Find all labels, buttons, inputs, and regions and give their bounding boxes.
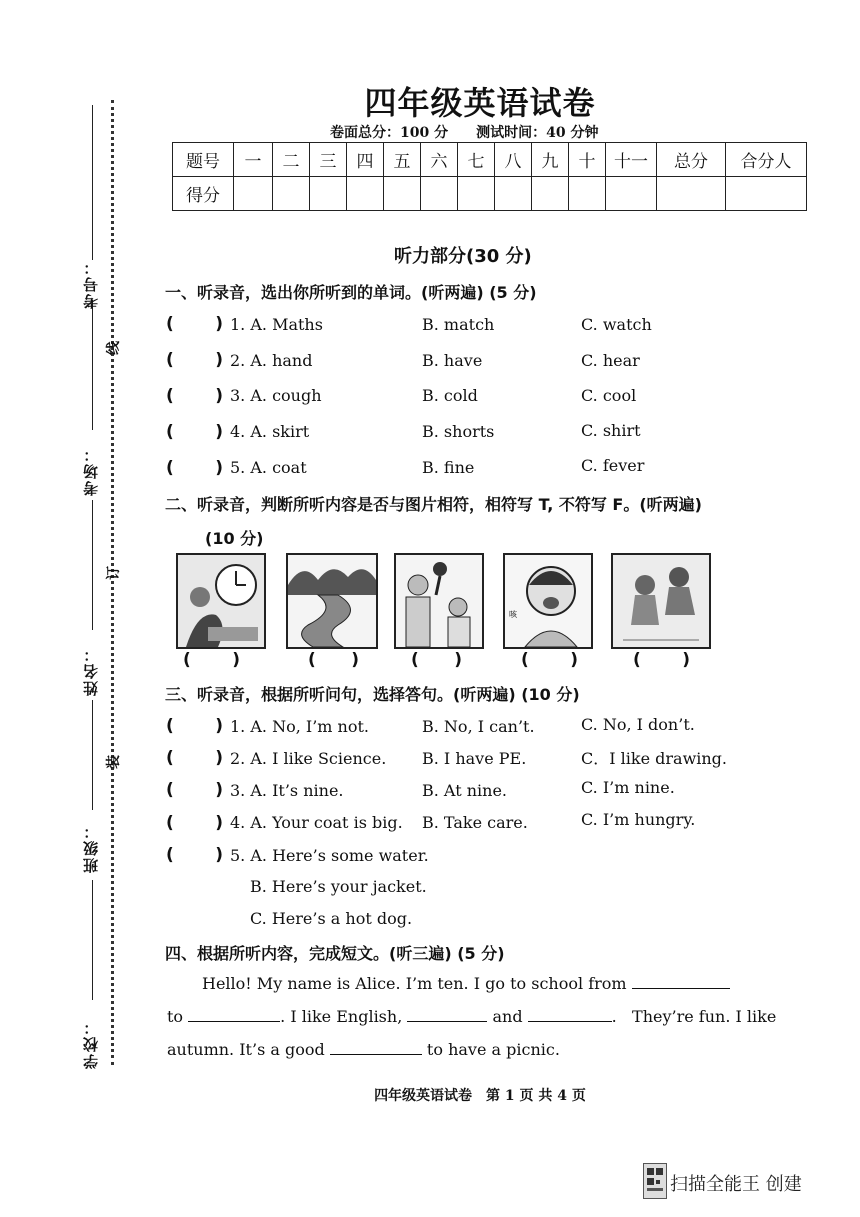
header-cell: 题号 [173,143,234,177]
score-cell [421,177,458,211]
binding-line [92,880,93,1000]
binding-line [92,105,93,260]
pingpong-scene-icon [396,555,482,647]
score-header-row [173,143,807,177]
q3-item-5-c: C. Here’s a hot dog. [250,909,413,928]
q1-item-5-a: 5. A. coat [230,458,307,477]
header-cell: 合分人 [726,143,807,177]
q1-item-2-c: C. hear [581,351,640,370]
answer-bracket: ( ) [166,422,223,442]
answer-bracket: ( ) [521,650,578,670]
q1-item-1-a: 1. A. Maths [230,315,323,334]
answer-bracket: ( ) [166,386,223,406]
river-scene-icon [288,555,376,647]
score-cell [569,177,606,211]
answer-bracket: ( ) [166,813,223,833]
picture-clock [176,553,266,649]
q1-item-5-b: B. fine [422,458,475,477]
q4-heading: 四、根据所听内容，完成短文。(听三遍) (5 分) [165,944,505,963]
q1-item-2-a: 2. A. hand [230,351,313,370]
clock-scene-icon [178,555,264,647]
score-cell [606,177,657,211]
q1-heading: 一、听录音，选出你所听到的单词。(听两遍) (5 分) [165,283,537,302]
q3-item-4-a: 4. A. Your coat is big. [230,813,403,832]
header-cell: 七 [458,143,495,177]
q1-item-5-c: C. fever [581,456,645,475]
q3-item-1-a: 1. A. No, I’m not. [230,717,369,736]
header-cell: 九 [532,143,569,177]
picture-sick-boy [503,553,593,649]
sick-boy-scene-icon [505,555,591,647]
scanner-watermark: 扫描全能王 创建 [670,1174,802,1195]
answer-bracket: ( ) [411,650,463,670]
binding-line [92,500,93,630]
q3-item-1-c: C. No, I don’t. [581,715,695,734]
header-cell: 二 [273,143,310,177]
answer-bracket: ( ) [183,650,240,670]
header-cell: 五 [384,143,421,177]
q4-text: to have a picnic. [426,1040,560,1059]
fill-blank[interactable] [528,1007,612,1022]
score-row-label: 得分 [173,177,234,211]
answer-bracket: ( ) [166,314,223,334]
answer-bracket: ( ) [166,780,223,800]
svg-text:咳: 咳 [509,610,517,619]
answer-bracket: ( ) [166,845,223,865]
q4-text: . [611,1007,617,1026]
score-cell [495,177,532,211]
header-cell: 十一 [606,143,657,177]
class-label: 班级： [82,822,100,873]
score-cell [273,177,310,211]
score-cell [234,177,273,211]
exam-info: 卷面总分：100 分 测试时间：40 分钟 [330,125,599,141]
page-title: 四年级英语试卷 [364,84,596,122]
q3-item-3-b: B. At nine. [422,781,507,800]
score-row [173,177,807,211]
q1-item-3-c: C. cool [581,386,637,405]
answer-bracket: ( ) [633,650,690,670]
q1-item-4-a: 4. A. skirt [230,422,310,441]
school-label: 学校： [82,1018,100,1069]
binding-mark-bind: 装 [106,755,122,769]
answer-bracket: ( ) [308,650,360,670]
q3-item-3-c: C. I’m nine. [581,778,675,797]
score-cell [347,177,384,211]
header-cell: 十 [569,143,606,177]
qr-code-icon [643,1163,667,1199]
header-cell: 六 [421,143,458,177]
q3-item-2-a: 2. A. I like Science. [230,749,387,768]
fill-blank[interactable] [188,1007,280,1022]
exam-number-label: 考号： [82,258,100,309]
q1-item-2-b: B. have [422,351,483,370]
answer-bracket: ( ) [166,716,223,736]
answer-bracket: ( ) [166,748,223,768]
fill-blank[interactable] [407,1007,487,1022]
q1-item-1-c: C. watch [581,315,652,334]
q2-points: (10 分) [205,529,264,548]
q4-line-2 [167,1007,776,1026]
q3-item-2-b: B. I have PE. [422,749,527,768]
header-cell: 一 [234,143,273,177]
q4-text: to [167,1007,184,1026]
q3-item-3-a: 3. A. It’s nine. [230,781,344,800]
fill-blank[interactable] [330,1040,422,1055]
page-footer: 四年级英语试卷 第 1 页 共 4 页 [374,1088,586,1104]
q1-item-4-c: C. shirt [581,421,641,440]
answer-bracket: ( ) [166,458,223,478]
binding-dotted-line [111,100,114,1065]
picture-river [286,553,378,649]
q4-text: . I like English, [280,1007,403,1026]
score-cell [310,177,347,211]
q4-text: and [492,1007,523,1026]
name-label: 姓名： [82,645,100,696]
skating-scene-icon [613,555,709,647]
q3-item-2-c: C．I like drawing. [581,749,728,768]
answer-bracket: ( ) [166,350,223,370]
q3-item-1-b: B. No, I can’t. [422,717,535,736]
q4-text: They’re fun. I like [632,1007,777,1026]
binding-mark-staple: 订 [106,566,122,580]
q3-item-4-b: B. Take care. [422,813,528,832]
binding-line [92,700,93,810]
q1-item-3-b: B. cold [422,386,478,405]
score-cell [458,177,495,211]
q1-item-4-b: B. shorts [422,422,495,441]
picture-pingpong [394,553,484,649]
header-cell: 四 [347,143,384,177]
q1-item-3-a: 3. A. cough [230,386,322,405]
q1-item-1-b: B. match [422,315,495,334]
picture-skating [611,553,711,649]
q3-item-4-c: C. I’m hungry. [581,810,696,829]
q3-heading: 三、听录音，根据所听问句，选择答句。(听两遍) (10 分) [165,685,580,704]
q3-item-5-b: B. Here’s your jacket. [250,877,427,896]
q4-line-1 [202,974,730,993]
score-cell [532,177,569,211]
listening-section-title: 听力部分(30 分) [394,246,532,267]
binding-line [92,300,93,430]
q4-text: autumn. It’s a good [167,1040,325,1059]
q3-item-5-a: 5. A. Here’s some water. [230,846,429,865]
header-cell: 八 [495,143,532,177]
q2-heading: 二、听录音，判断所听内容是否与图片相符，相符写 T, 不符写 F。(听两遍) [165,495,702,514]
exam-room-label: 考场： [82,445,100,496]
score-cell [384,177,421,211]
fill-blank[interactable] [632,974,730,989]
score-table [172,142,807,211]
score-cell [726,177,807,211]
header-cell: 三 [310,143,347,177]
q4-line-3 [167,1040,560,1059]
score-cell [657,177,726,211]
binding-mark-line: 线 [106,341,122,355]
q4-text: Hello! My name is Alice. I’m ten. I go to school from [202,974,627,993]
header-cell: 总分 [657,143,726,177]
